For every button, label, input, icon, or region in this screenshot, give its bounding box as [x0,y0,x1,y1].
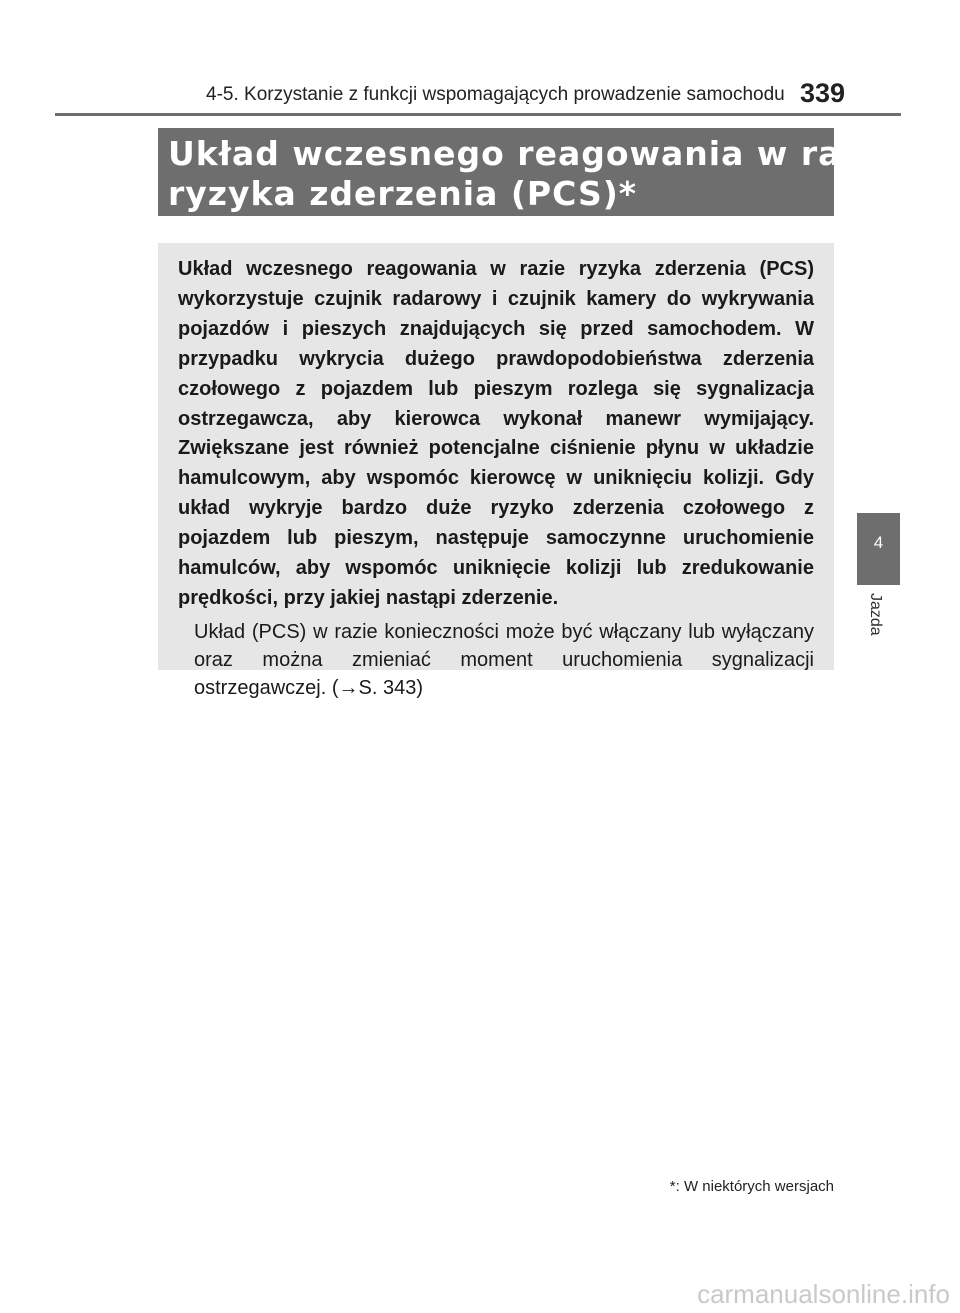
title-line-2: ryzyka zderzenia (PCS)* [168,174,638,213]
title-banner [158,128,898,216]
watermark: carmanualsonline.info [697,1279,950,1309]
chapter-tab[interactable] [857,513,900,585]
section-header: 4-5. Korzystanie z funkcji wspomagających prowadzenie samochodu [206,84,785,105]
title-line-1: Układ wczesnego reagowania w razie [168,134,898,173]
footnote: *: W niektórych wersjach [669,1178,834,1195]
intro-paragraph: Układ wczesnego reagowania w razie ryzyka zderzenia (PCS) wykorzystuje czujnik radarowy i czujnik kamery do wykrywania pojazdów i pieszych znajdujących się przed samochodem. W przypadku wykrycia dużego prawdopodobieństwa zderzenia czołowego z pojazdem lub pieszym rozlega się sygnalizacja ostrzegawcza, aby kierowca wykonał manewr wymijający. Zwiększane jest również potencjalne ciśnienie płynu w układzie hamulcowym, aby wspomóc kierowcę w uniknięciu kolizji. Gdy układ wykryje bardzo duże ryzyko zderzenia czołowego z pojazdem lub pieszym, następuje samoczynne uruchomienie hamulców, aby wspomóc uniknięcie kolizji lub zredukowanie prędkości, przy jakiej nastąpi zderzenie. [178,258,814,609]
intro-box [158,243,834,699]
page-number: 339 [800,78,846,108]
intro-note: Układ (PCS) w razie konieczności może być włączany lub wyłączany oraz można zmieniać moment uruchomienia sygnalizacji ostrzegawczej. (→S. 343) [194,620,814,699]
header-divider [55,113,901,116]
chapter-name: Jazda [867,593,884,636]
chapter-number: 4 [873,533,884,552]
